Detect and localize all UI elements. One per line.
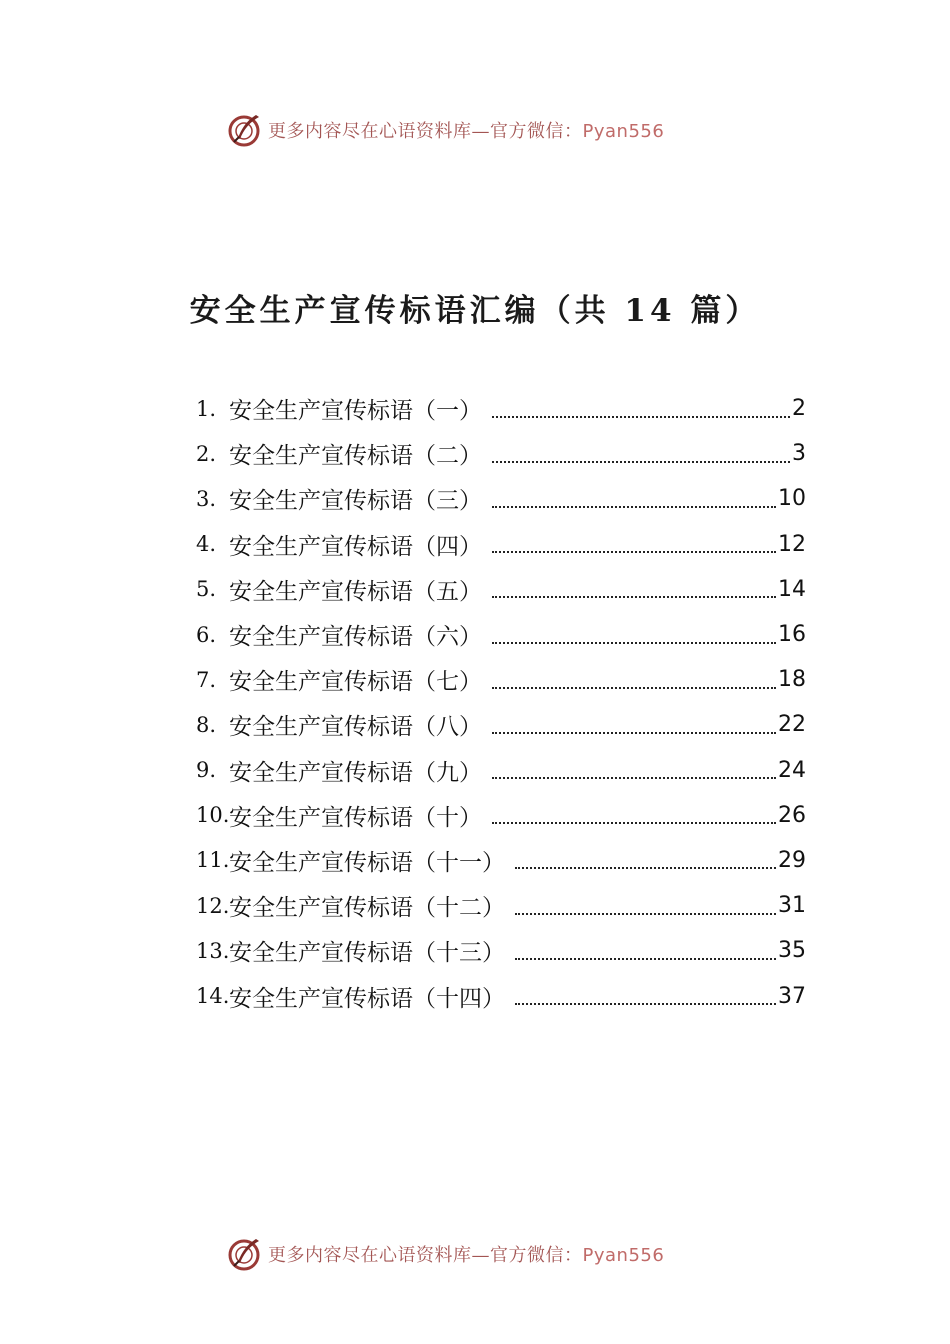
toc-entry[interactable] xyxy=(196,612,806,657)
toc-leader-dots xyxy=(515,938,776,960)
banner-text: 更多内容尽在心语资料库—官方微信：Pyan556 xyxy=(268,1245,665,1266)
toc-entry[interactable] xyxy=(196,431,806,476)
toc-leader-dots xyxy=(492,396,790,418)
toc-number: 5. xyxy=(196,577,217,602)
toc-entry[interactable] xyxy=(196,522,806,567)
toc-leader-dots xyxy=(492,486,776,508)
toc-label: 安全生产宣传标语（六） xyxy=(229,624,482,651)
toc-leader-dots xyxy=(492,441,790,463)
toc-page-number: 10 xyxy=(778,486,806,512)
toc-page-number: 29 xyxy=(778,847,806,873)
toc-entry[interactable] xyxy=(196,702,806,747)
toc-label: 安全生产宣传标语（十三） xyxy=(229,940,505,967)
toc-leader-dots xyxy=(492,622,776,644)
toc-number: 8. xyxy=(196,712,217,737)
toc-number: 1. xyxy=(196,396,217,421)
toc-number: 9. xyxy=(196,758,217,783)
toc-page-number: 31 xyxy=(778,893,806,919)
banner-wechat-id: Pyan556 xyxy=(582,1245,665,1266)
toc-entry[interactable] xyxy=(196,883,806,928)
toc-leader-dots xyxy=(515,983,776,1005)
toc-label: 安全生产宣传标语（一） xyxy=(229,398,482,425)
footer-banner xyxy=(226,1234,664,1274)
toc-leader-dots xyxy=(492,667,776,689)
toc-page-number: 18 xyxy=(778,667,806,693)
toc-page-number: 16 xyxy=(778,622,806,648)
header-banner xyxy=(226,110,664,150)
toc-page-number: 2 xyxy=(792,396,806,422)
toc-entry[interactable] xyxy=(196,838,806,883)
toc-page-number: 12 xyxy=(778,531,806,557)
toc-label: 安全生产宣传标语（十四） xyxy=(229,985,505,1012)
quill-seal-icon xyxy=(226,1236,262,1272)
toc-label: 安全生产宣传标语（四） xyxy=(229,533,482,560)
toc-leader-dots xyxy=(492,757,776,779)
toc-entry[interactable] xyxy=(196,928,806,973)
toc-entry[interactable] xyxy=(196,748,806,793)
toc-leader-dots xyxy=(492,712,776,734)
toc-entry[interactable] xyxy=(196,973,806,1018)
toc-page-number: 37 xyxy=(778,983,806,1009)
toc-number: 3. xyxy=(196,486,217,511)
toc-leader-dots xyxy=(492,576,776,598)
toc-number: 13. xyxy=(196,938,230,963)
toc-number: 7. xyxy=(196,667,217,692)
toc-number: 10. xyxy=(196,803,230,828)
toc-entry[interactable] xyxy=(196,386,806,431)
toc-label: 安全生产宣传标语（十一） xyxy=(229,849,505,876)
toc-label: 安全生产宣传标语（五） xyxy=(229,578,482,605)
toc-leader-dots xyxy=(515,893,776,915)
toc-number: 12. xyxy=(196,893,230,918)
banner-wechat-id: Pyan556 xyxy=(582,121,665,142)
toc-page-number: 26 xyxy=(778,802,806,828)
banner-text: 更多内容尽在心语资料库—官方微信：Pyan556 xyxy=(268,121,665,142)
toc-number: 6. xyxy=(196,622,217,647)
toc-label: 安全生产宣传标语（三） xyxy=(229,488,482,515)
toc-page-number: 3 xyxy=(792,441,806,467)
toc-number: 4. xyxy=(196,532,217,557)
quill-seal-icon xyxy=(226,112,262,148)
toc-label: 安全生产宣传标语（十二） xyxy=(229,895,505,922)
toc-leader-dots xyxy=(515,847,776,869)
toc-page-number: 24 xyxy=(778,757,806,783)
page-title: 安全生产宣传标语汇编（共 14 篇） xyxy=(189,293,761,329)
toc-label: 安全生产宣传标语（八） xyxy=(229,714,482,741)
toc-number: 11. xyxy=(196,848,230,873)
toc-label: 安全生产宣传标语（十） xyxy=(229,804,482,831)
toc-entry[interactable] xyxy=(196,793,806,838)
toc-entry[interactable] xyxy=(196,657,806,702)
toc-label: 安全生产宣传标语（九） xyxy=(229,759,482,786)
toc-entry[interactable] xyxy=(196,476,806,521)
toc-page-number: 14 xyxy=(778,576,806,602)
toc-leader-dots xyxy=(492,531,776,553)
toc-label: 安全生产宣传标语（二） xyxy=(229,443,482,470)
toc-number: 14. xyxy=(196,984,230,1009)
toc-page-number: 22 xyxy=(778,712,806,738)
table-of-contents xyxy=(196,386,806,1019)
toc-label: 安全生产宣传标语（七） xyxy=(229,669,482,696)
toc-entry[interactable] xyxy=(196,567,806,612)
toc-number: 2. xyxy=(196,441,217,466)
toc-leader-dots xyxy=(492,802,776,824)
toc-page-number: 35 xyxy=(778,938,806,964)
